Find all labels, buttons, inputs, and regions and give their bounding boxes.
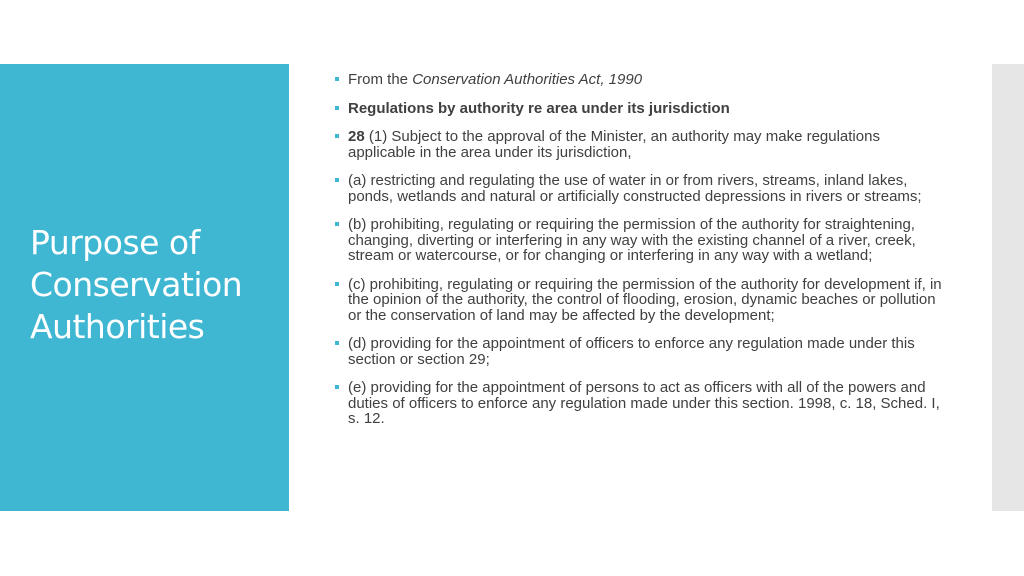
section-number: 28 (348, 128, 365, 145)
bullet-text: (b) prohibiting, regulating or requiring the permission of the authority for straightening, changing, diverting or interfering in any way with the existing channel of a river, creek, stream or watercourse, or for changing or interfering in any way with a wetland; (348, 216, 916, 264)
title-line-1: Purpose of (30, 223, 200, 262)
bullet-icon (335, 106, 339, 110)
bullet-text: (d) providing for the appointment of officers to enforce any regulation made under this section or section 29; (348, 335, 915, 368)
bullet-item-8 (330, 380, 950, 427)
bullet-icon (335, 178, 339, 182)
bullet-item-1 (330, 72, 950, 88)
title-line-2: Conservation (30, 265, 243, 304)
bullet-icon (335, 282, 339, 286)
bullet-item-7 (330, 336, 950, 367)
bullet-text: (c) prohibiting, regulating or requiring the permission of the authority for development if, in the opinion of the authority, the control of flooding, erosion, dynamic beaches or pollution or the conservation of land may be affected by the development; (348, 275, 942, 324)
section-heading: Regulations by authority re area under its jurisdiction (348, 99, 730, 117)
bullet-icon (335, 77, 339, 81)
bullet-item-5 (330, 217, 950, 264)
bullet-icon (335, 134, 339, 138)
bullet-item-3 (330, 129, 950, 160)
bullet-text: (e) providing for the appointment of persons to act as officers with all of the powers and duties of officers to enforce any regulation made under this section. 1998, c. 18, Sched. I, s. 12. (348, 379, 940, 427)
bullet-item-4 (330, 173, 950, 204)
bullet-item-6 (330, 277, 950, 324)
title-line-3: Authorities (30, 307, 205, 346)
bullet-icon (335, 385, 339, 389)
bullet-icon (335, 341, 339, 345)
bullet-icon (335, 222, 339, 226)
bullet-text: (1) Subject to the approval of the Minister, an authority may make regulations applicable in the area under its jurisdiction, (348, 128, 880, 161)
bullet-list (330, 72, 950, 440)
bullet-prefix: From the (348, 71, 413, 88)
bullet-item-2 (330, 101, 950, 117)
bullet-text: (a) restricting and regulating the use of water in or from rivers, streams, inland lakes, ponds, wetlands and natural or artificially constructed depressions in rivers or streams; (348, 172, 922, 205)
act-name: Conservation Authorities Act, 1990 (412, 71, 643, 88)
side-strip (992, 64, 1024, 511)
slide-title (30, 222, 280, 348)
